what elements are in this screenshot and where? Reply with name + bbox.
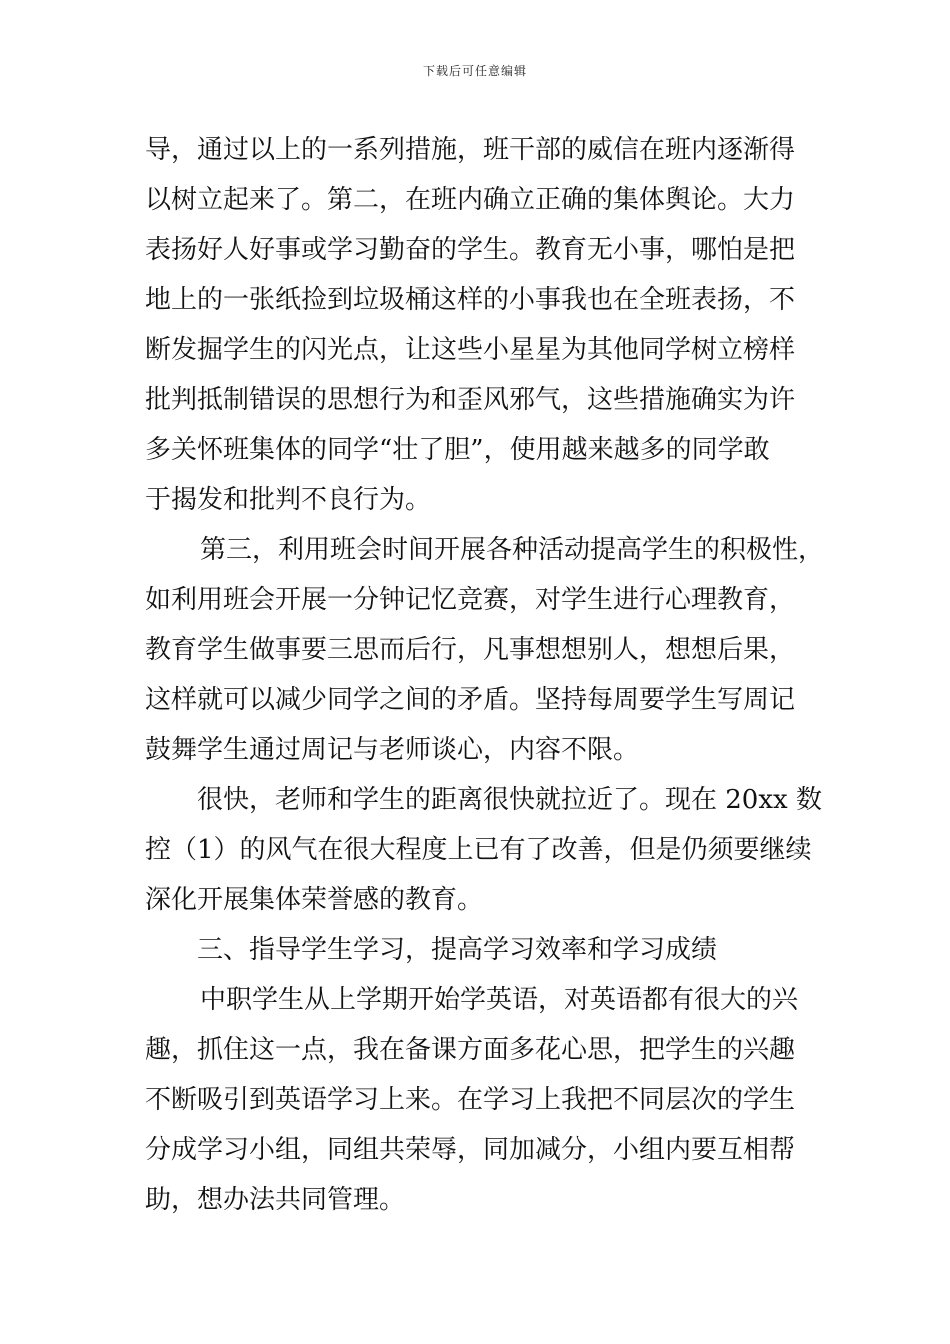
text-line: 第三，利用班会时间开展各种活动提高学生的积极性，: [200, 535, 825, 565]
text-line: 鼓舞学生通过周记与老师谈心，内容不限。: [145, 735, 640, 765]
text-line: 很快，老师和学生的距离很快就拉近了。现在 20xx 数: [197, 785, 822, 815]
text-line: 中职学生从上学期开始学英语，对英语都有很大的兴: [200, 985, 799, 1015]
section-heading: 三、指导学生学习，提高学习效率和学习成绩: [197, 935, 718, 965]
text-line: 深化开展集体荣誉感的教育。: [145, 885, 484, 915]
text-line: 表扬好人好事或学习勤奋的学生。教育无小事，哪怕是把: [145, 235, 796, 265]
text-line: 如利用班会开展一分钟记忆竞赛，对学生进行心理教育，: [145, 585, 796, 615]
text-line: 趣，抓住这一点，我在备课方面多花心思，把学生的兴趣: [145, 1035, 796, 1065]
text-line: 导，通过以上的一系列措施，班干部的威信在班内逐渐得: [145, 135, 796, 165]
text-line: 于揭发和批判不良行为。: [145, 485, 432, 515]
text-line: 不断吸引到英语学习上来。在学习上我把不同层次的学生: [145, 1085, 796, 1115]
text-line: 控（1）的风气在很大程度上已有了改善，但是仍须要继续: [145, 835, 812, 865]
text-line: 断发掘学生的闪光点，让这些小星星为其他同学树立榜样: [145, 335, 796, 365]
text-line: 多关怀班集体的同学“壮了胆”，使用越来越多的同学敢: [145, 435, 770, 465]
text-line: 地上的一张纸捡到垃圾桶这样的小事我也在全班表扬，不: [145, 285, 796, 315]
text-line: 这样就可以减少同学之间的矛盾。坚持每周要学生写周记: [145, 685, 796, 715]
text-line: 以树立起来了。第二，在班内确立正确的集体舆论。大力: [145, 185, 796, 215]
page-header-note: 下载后可任意编辑: [422, 64, 527, 78]
text-line: 教育学生做事要三思而后行，凡事想想别人，想想后果，: [145, 635, 796, 665]
text-line: 分成学习小组，同组共荣辱，同加减分，小组内要互相帮: [145, 1135, 796, 1165]
text-line: 批判抵制错误的思想行为和歪风邪气，这些措施确实为许: [145, 385, 796, 415]
text-line: 助，想办法共同管理。: [145, 1185, 406, 1215]
